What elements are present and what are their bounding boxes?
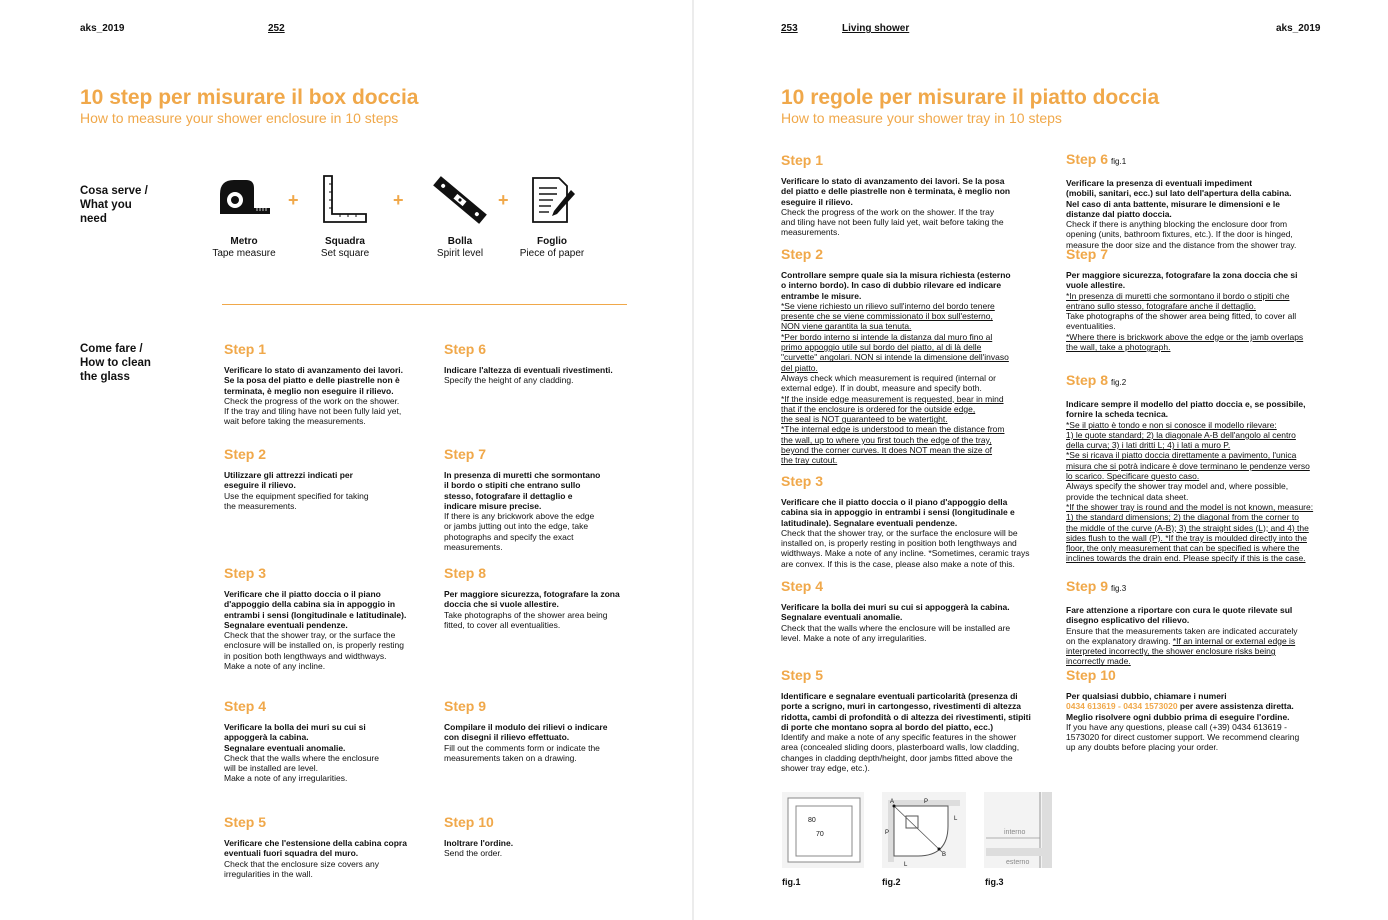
- right-step-it-line: (mobili, sanitari, ecc.) sul lato dell'apertura della cabina.: [1066, 188, 1292, 199]
- left-step-en-line: If the tray and tiling have not been fully laid yet,: [224, 406, 402, 417]
- right-step-title: [1066, 578, 1336, 597]
- right-step-note-line: the middle of the curve (A-B); 3) the straight sides (L); and 4) the: [1066, 522, 1309, 533]
- left-step-6: [444, 341, 649, 386]
- left-step-en-line: photographs and specify the exact: [444, 531, 574, 542]
- right-step-2: [781, 246, 1051, 466]
- fig1-diagram: [782, 792, 864, 868]
- fig1-caption: fig.1: [782, 877, 801, 887]
- right-step-en-line: 1573020 for direct customer support. We recommend clearing: [1066, 732, 1300, 743]
- left-step-en-line: fitted, to cover all eventualities.: [444, 619, 561, 630]
- right-page-number[interactable]: 253: [781, 23, 798, 34]
- right-step-note-line: *Per bordo interno si intende la distanza dal muro fino al: [781, 331, 993, 342]
- right-step-en-line: external edge). If in doubt, measure and specify both.: [781, 383, 982, 394]
- left-step-3: [224, 565, 429, 671]
- right-step-note-line: 1) le quote standard; 2) la diagonale A-B dell'angolo al centro: [1066, 429, 1296, 440]
- left-step-it-line: indicare misure precise.: [444, 500, 542, 511]
- right-step-en-line: opening (units, bathroom fixtures, etc.). If the door is hinged,: [1066, 229, 1293, 240]
- right-step-fig-ref: fig.2: [1111, 378, 1127, 387]
- howto-label-it: Come fare /: [80, 343, 143, 355]
- right-step-en-line: Check if there is anything blocking the enclosure door from: [1066, 219, 1288, 230]
- right-step-it-line: Verificare la bolla dei muri su cui si appoggerà la cabina.: [781, 602, 1010, 612]
- left-step-en-line: will be installed are level.: [224, 763, 319, 774]
- right-step-it-line: Verificare la presenza di eventuali impediment: [1066, 178, 1253, 188]
- divider: [222, 304, 627, 305]
- right-step-it-line: Meglio risolvere ogni dubbio prima di eseguire l'ordine.: [1066, 711, 1290, 722]
- fig1-label-70: 70: [816, 831, 824, 838]
- right-step-it-line: cabina sia in appoggio in entrambi i sensi (longitudinale e: [781, 507, 1015, 518]
- left-step-en-line: Make a note of any incline.: [224, 661, 326, 672]
- need-label-it: Cosa serve /: [80, 185, 148, 197]
- tool-set-square: [310, 174, 380, 260]
- left-step-9: [444, 698, 649, 763]
- fig2-label-b: B: [942, 852, 947, 858]
- right-step-it-line: entrambe le misure.: [781, 290, 862, 301]
- left-step-it-line: Per maggiore sicurezza, fotografare la zona: [444, 589, 620, 599]
- right-step-9: [1066, 578, 1336, 667]
- right-step-note-line: sides flush to the wall (P). *If the tray is moulded directly into the: [1066, 532, 1307, 543]
- right-step-en-line: Check the progress of the work on the shower. If the tray: [781, 206, 995, 217]
- right-step-1: [781, 152, 1051, 238]
- right-step-it-line: fornire la scheda tecnica.: [1066, 409, 1169, 420]
- right-step-note-line: 1) the standard dimensions; 2) the diagonal from the corner to: [1066, 512, 1299, 523]
- phone-numbers[interactable]: 0434 613619 - 0434 1573020: [1066, 701, 1178, 712]
- right-step-phone-line: [1066, 701, 1336, 711]
- left-step-it-line: con disegni il rilievo effettuato.: [444, 732, 570, 743]
- right-step-en-line: level. Make a note of any irregularities.: [781, 632, 927, 643]
- fig2-label-p-left: P: [885, 830, 890, 836]
- tool-tape-measure: [208, 174, 280, 260]
- right-step-en-line: widthways. Make a note of any incline. *Sometimes, ceramic trays: [781, 548, 1030, 559]
- left-step-title: Step 9: [444, 698, 487, 714]
- right-step-4: [781, 578, 1051, 643]
- right-step-it-line: eseguire il rilievo.: [781, 196, 853, 207]
- tool-paper: [516, 174, 588, 260]
- right-step-title-text: Step 8: [1066, 372, 1109, 388]
- right-step-it-line: Indicare sempre il modello del piatto doccia e, se possibile,: [1066, 399, 1306, 409]
- right-step-note-line: entrano sullo stesso, fotografare anche il dettaglio.: [1066, 300, 1256, 311]
- right-step-note-line: *If the inside edge measurement is requested, bear in mind: [781, 393, 1004, 404]
- left-step-title: Step 8: [444, 565, 487, 581]
- right-step-title: [1066, 667, 1336, 683]
- right-step-en-line: and tiling have not been fully laid yet, wait before taking the: [781, 217, 1004, 228]
- right-title: 10 regole per misurare il piatto doccia: [781, 86, 1160, 109]
- left-step-it-line: Verificare la bolla dei muri su cui si: [224, 722, 366, 732]
- plus-sign: +: [393, 190, 404, 210]
- right-step-note-line: *Se si ricava il piatto doccia direttamente a pavimento, l'unica: [1066, 450, 1297, 461]
- left-step-en-line: Make a note of any irregularities.: [224, 773, 348, 784]
- left-step-en-line: the measurements.: [224, 500, 297, 511]
- right-page: [694, 0, 1388, 920]
- right-step-title: [1066, 151, 1336, 170]
- left-step-it-line: Verificare lo stato di avanzamento dei lavori.: [224, 365, 404, 375]
- right-step-it-line: di porte che montano sopra al bordo del piatto, ecc.): [781, 721, 994, 732]
- right-step-mixed-line: [1066, 636, 1336, 646]
- need-label-en1: What you: [80, 199, 132, 211]
- tape-measure-icon: [216, 174, 272, 226]
- left-step-en-line: measurements.: [444, 542, 503, 553]
- right-step-en-line: changes in cladding depth/height, door jambs fitted above the: [781, 752, 1013, 763]
- right-step-note-line: incorrectly made.: [1066, 656, 1131, 667]
- right-step-title: [781, 578, 1051, 594]
- right-step-en-line: shower tray edge, etc.).: [781, 763, 870, 774]
- fig2-label-p-top: P: [924, 799, 929, 805]
- right-brand: aks_2019: [1276, 23, 1321, 34]
- left-step-2: [224, 446, 429, 511]
- need-label-en2: need: [80, 213, 107, 225]
- left-step-en-line: Send the order.: [444, 848, 503, 859]
- right-step-note-line: beyond the corner curves. It does NOT mean the size of: [781, 445, 993, 456]
- fig3-diagram: [984, 792, 1052, 868]
- fig2-caption: fig.2: [882, 877, 901, 887]
- tool-spirit-level-en: Spirit level: [436, 248, 484, 259]
- right-step-note-line: that if the enclosure is ordered for the outside edge,: [781, 403, 976, 414]
- right-step-note-line: the wall, up to where you first touch the edge of the tray,: [781, 434, 992, 445]
- right-step-3: [781, 473, 1051, 569]
- left-step-en-line: or jambs jutting out into the edge, take: [444, 521, 589, 532]
- left-step-en-line: Specify the height of any cladding.: [444, 375, 574, 386]
- right-step-note-line: interpreted incorrectly, the shower enclosure risks being: [1066, 646, 1276, 657]
- left-step-8: [444, 565, 649, 630]
- left-step-en-line: Fill out the comments form or indicate the: [444, 742, 600, 753]
- tool-set-square-en: Set square: [320, 248, 370, 259]
- set-square-icon: [320, 174, 370, 226]
- phone-line-suffix: per avere assistenza diretta.: [1177, 701, 1294, 712]
- left-step-it-line: Utilizzare gli attrezzi indicati per: [224, 470, 353, 480]
- right-step-note-line: lo scarico. Specificare questo caso.: [1066, 471, 1200, 482]
- tool-tape-measure-it: Metro: [230, 236, 258, 247]
- left-step-it-line: Se la posa del piatto e delle piastrelle non è: [224, 375, 400, 386]
- right-step-en-line: measurements.: [781, 227, 840, 238]
- right-step-title-text: Step 5: [781, 667, 824, 683]
- left-step-it-line: doccia che si vuole allestire.: [444, 599, 559, 610]
- left-step-it-line: eventuali fuori squadra del muro.: [224, 848, 359, 859]
- right-step-note-line: *Se il piatto è tondo e non si conosce il modello rilevare:: [1066, 419, 1277, 430]
- right-step-note-line: del piatto.: [781, 362, 818, 373]
- left-step-it-line: Indicare l'altezza di eventuali rivestimenti.: [444, 365, 613, 375]
- tool-set-square-it: Squadra: [324, 236, 365, 247]
- left-step-it-line: terminata, è meglio non eseguire il rilievo.: [224, 385, 394, 396]
- fig3-caption: fig.3: [985, 877, 1004, 887]
- right-step-it-line: porte a scrigno, muri in cartongesso, rivestimenti di altezza: [781, 701, 1021, 712]
- left-step-it-line: appoggerà la cabina.: [224, 732, 309, 743]
- left-step-it-line: Inoltrare l'ordine.: [444, 838, 514, 848]
- right-step-title: [781, 473, 1051, 489]
- right-step-it-line: disegno esplicativo del rilievo.: [1066, 615, 1190, 626]
- right-step-en-line: measure the door size and the distance from the shower tray.: [1066, 239, 1297, 250]
- right-step-it-line: o interno bordo). In caso di dubbio rilevare ed indicare: [781, 280, 1002, 291]
- right-step-title-text: Step 10: [1066, 667, 1116, 683]
- left-step-en-line: Check that the walls where the enclosure: [224, 752, 379, 763]
- right-step-7: [1066, 246, 1336, 352]
- right-step-fig-ref: fig.1: [1111, 157, 1127, 166]
- right-step-note-line: misura che si potrà indicare è dove terminano le pendenze verso: [1066, 460, 1310, 471]
- left-step-10: [444, 814, 649, 859]
- left-step-it-line: In presenza di muretti che sormontano: [444, 470, 601, 480]
- right-step-it-line: Per maggiore sicurezza, fotografare la zona doccia che si: [1066, 270, 1298, 280]
- spirit-level-icon: [432, 174, 488, 226]
- tool-tape-measure-en: Tape measure: [212, 248, 276, 259]
- left-page-number[interactable]: 252: [268, 23, 285, 34]
- howto-label-en1: How to clean: [80, 357, 151, 369]
- right-step-en-line: Ensure that the measurements taken are indicated accurately: [1066, 625, 1298, 636]
- right-step-it-line: Controllare sempre quale sia la misura richiesta (esterno: [781, 270, 1011, 280]
- left-step-en-line: Use the equipment specified for taking: [224, 490, 369, 501]
- right-step-it-line: Verificare lo stato di avanzamento dei lavori. Se la posa: [781, 176, 1005, 186]
- fig3-label-esterno: esterno: [1006, 859, 1030, 866]
- right-step-title: [781, 152, 1051, 168]
- right-step-title-text: Step 2: [781, 246, 824, 262]
- right-step-it-line: distanze dal piatto doccia.: [1066, 208, 1172, 219]
- fig1-label-80: 80: [808, 817, 816, 824]
- right-step-en-line: eventualities.: [1066, 321, 1116, 332]
- left-step-it-line: Segnalare eventuali anomalie.: [224, 742, 346, 753]
- right-step-note-line: primo appoggio utile sul bordo del piatto, al di là delle: [781, 342, 982, 353]
- right-step-note-line: NON viene garantita la sua tenuta.: [781, 321, 912, 332]
- left-step-it-line: eseguire il rilievo.: [224, 480, 296, 491]
- left-step-en-line: Take photographs of the shower area being: [444, 609, 608, 620]
- left-step-it-line: stesso, fotografare il dettaglio e: [444, 490, 573, 501]
- right-step-fig-ref: fig.3: [1111, 584, 1127, 593]
- right-step-note-line: "curvette" angolari. NON si intende la dimensione dell'invaso: [781, 352, 1009, 363]
- fig2-diagram: [882, 792, 966, 868]
- right-step-title: [781, 246, 1051, 262]
- left-step-en-line: If there is any brickwork above the edge: [444, 511, 595, 522]
- left-title: 10 step per misurare il box doccia: [80, 86, 419, 109]
- left-step-title: Step 2: [224, 446, 267, 462]
- right-step-note-line: *If the shower tray is round and the model is not known, measure:: [1066, 501, 1314, 512]
- left-step-title: Step 10: [444, 814, 494, 830]
- paper-pen-icon: [527, 174, 577, 226]
- right-step-en-line: Always specify the shower tray model and, where possible,: [1066, 481, 1289, 492]
- left-step-7: [444, 446, 649, 552]
- right-step-note-line: della curva; 3) i lati dritti L; 4) i lati a muro P.: [1066, 440, 1231, 451]
- left-step-4: [224, 698, 429, 784]
- right-step-it-line: Per qualsiasi dubbio, chiamare i numeri: [1066, 691, 1227, 701]
- fig3-label-interno: interno: [1004, 829, 1026, 836]
- right-step-it-line: del piatto e delle piastrelle non è terminata, è meglio non: [781, 186, 1011, 197]
- left-step-title: Step 5: [224, 814, 267, 830]
- right-step-en-line: area (concealed sliding doors, plasterboard walls, low cladding,: [781, 742, 1020, 753]
- left-step-it-line: Verificare che l'estensione della cabina copra: [224, 838, 407, 848]
- tool-paper-en: Piece of paper: [519, 248, 585, 259]
- right-section[interactable]: Living shower: [842, 23, 910, 34]
- right-step-title-text: Step 3: [781, 473, 824, 489]
- left-step-en-line: Check that the shower tray, or the surface the: [224, 630, 396, 641]
- left-step-it-line: il bordo o stipiti che entrano sullo: [444, 480, 581, 491]
- right-step-note-line: the tray cutout.: [781, 455, 838, 466]
- left-step-5: [224, 814, 429, 879]
- right-step-note-line: *In presenza di muretti che sormontano il bordo o stipiti che: [1066, 290, 1290, 301]
- right-step-en-line: installed on, is properly resting in position both lengthways and: [781, 538, 1017, 549]
- right-step-title-text: Step 4: [781, 578, 824, 594]
- left-step-en-line: measurements taken on a drawing.: [444, 752, 577, 763]
- right-subtitle: How to measure your shower tray in 10 steps: [781, 110, 1062, 126]
- right-step-en-line: Check that the shower tray, or the surface the enclosure will be: [781, 527, 1018, 538]
- right-step-note-part: *If an internal or external edge is: [1172, 635, 1296, 646]
- right-step-title: [1066, 246, 1336, 262]
- left-step-title: Step 6: [444, 341, 487, 357]
- howto-label: [80, 342, 151, 384]
- left-step-it-line: d'appoggio della cabina sia in appoggio in: [224, 599, 396, 610]
- plus-sign: +: [288, 190, 299, 210]
- right-step-title-text: Step 6: [1066, 151, 1109, 167]
- right-step-note-line: *Se viene richiesto un rilievo sull'interno del bordo tenere: [781, 300, 995, 311]
- left-step-en-line: wait before taking the measurements.: [224, 416, 366, 427]
- right-step-note-line: *The internal edge is understood to mean the distance from: [781, 424, 1005, 435]
- left-step-en-line: in position both lengthways and widthways.: [224, 650, 387, 661]
- right-step-title: [1066, 372, 1336, 391]
- right-step-en-line: Check that the walls where the enclosure will be installed are: [781, 622, 1011, 633]
- howto-label-en2: the glass: [80, 371, 130, 383]
- left-subtitle: How to measure your shower enclosure in 10 steps: [80, 110, 399, 126]
- need-label: [80, 184, 148, 226]
- left-step-it-line: Compilare il modulo dei rilievi o indicare: [444, 722, 608, 732]
- fig2-label-a: A: [890, 799, 895, 805]
- right-step-note-line: *Where there is brickwork above the edge or the jamb overlaps: [1066, 331, 1304, 342]
- tool-spirit-level: [420, 174, 500, 260]
- left-step-title: Step 4: [224, 698, 267, 714]
- right-step-5: [781, 667, 1051, 773]
- left-step-it-line: Segnalare eventuali pendenze.: [224, 619, 348, 630]
- right-step-en-line: Always check which measurement is required (internal or: [781, 372, 996, 383]
- right-step-en-line: If you have any questions, please call (+39) 0434 613619 -: [1066, 721, 1287, 732]
- right-step-6: [1066, 151, 1336, 250]
- right-step-it-line: ridotta, cambi di profondità o di altezza dei rivestimenti, stipiti: [781, 711, 1031, 722]
- right-step-note-line: the wall, take a photograph.: [1066, 342, 1171, 353]
- right-step-title-text: Step 7: [1066, 246, 1109, 262]
- right-step-note-line: presente che se viene commissionato il box sull'esterno,: [781, 311, 993, 322]
- left-step-1: [224, 341, 429, 427]
- right-step-en-line: Identify and make a note of any specific features in the shower: [781, 732, 1017, 743]
- right-step-en-line: are convex. If this is the case, please also make a note of this.: [781, 558, 1015, 569]
- left-step-title: Step 3: [224, 565, 267, 581]
- right-step-en-line: Take photographs of the shower area being fitted, to cover all: [1066, 311, 1297, 322]
- left-step-title: Step 1: [224, 341, 267, 357]
- right-step-8: [1066, 372, 1336, 564]
- left-step-en-line: Check the progress of the work on the shower.: [224, 395, 400, 406]
- plus-sign: +: [498, 190, 509, 210]
- right-step-en-part: on the explanatory drawing.: [1066, 635, 1173, 646]
- left-step-it-line: Verificare che il piatto doccia o il piano: [224, 589, 381, 599]
- left-step-en-line: Check that the enclosure size covers any: [224, 858, 379, 869]
- right-step-it-line: Fare attenzione a riportare con cura le quote rilevate sul: [1066, 605, 1293, 615]
- right-step-it-line: Segnalare eventuali anomalie.: [781, 612, 903, 623]
- tool-paper-it: Foglio: [537, 236, 567, 247]
- right-step-title-text: Step 9: [1066, 578, 1109, 594]
- right-step-title: [781, 667, 1051, 683]
- right-step-note-line: inclines towards the drain end. Please specify if this is the case.: [1066, 553, 1306, 564]
- right-step-note-line: floor, the only measurement that can be specified is where the: [1066, 543, 1300, 554]
- right-step-10: [1066, 667, 1336, 753]
- right-step-it-line: latitudinale). Segnalare eventuali pendenze.: [781, 517, 958, 528]
- right-step-it-line: Verificare che il piatto doccia o il piano d'appoggio della: [781, 497, 1008, 507]
- right-step-en-line: provide the technical data sheet.: [1066, 491, 1189, 502]
- fig2-label-l-right: L: [954, 816, 958, 822]
- right-step-it-line: Nel caso di anta battente, misurare le dimensioni e le: [1066, 198, 1280, 209]
- left-step-en-line: irregularities in the wall.: [224, 868, 313, 879]
- tool-spirit-level-it: Bolla: [447, 236, 473, 247]
- right-step-it-line: Identificare e segnalare eventuali particolarità (presenza di: [781, 691, 1018, 701]
- right-step-en-line: up any doubts before placing your order.: [1066, 742, 1219, 753]
- right-step-note-line: the seal is NOT guaranteed to be watertight.: [781, 414, 948, 425]
- left-step-title: Step 7: [444, 446, 487, 462]
- left-step-it-line: entrambi i sensi (longitudinale e latitudinale).: [224, 609, 407, 620]
- right-step-title-text: Step 1: [781, 152, 824, 168]
- right-step-it-line: vuole allestire.: [1066, 280, 1126, 291]
- left-step-en-line: enclosure will be installed on, is properly resting: [224, 640, 405, 651]
- fig2-label-l-bottom: L: [904, 862, 908, 868]
- left-brand: aks_2019: [80, 23, 125, 34]
